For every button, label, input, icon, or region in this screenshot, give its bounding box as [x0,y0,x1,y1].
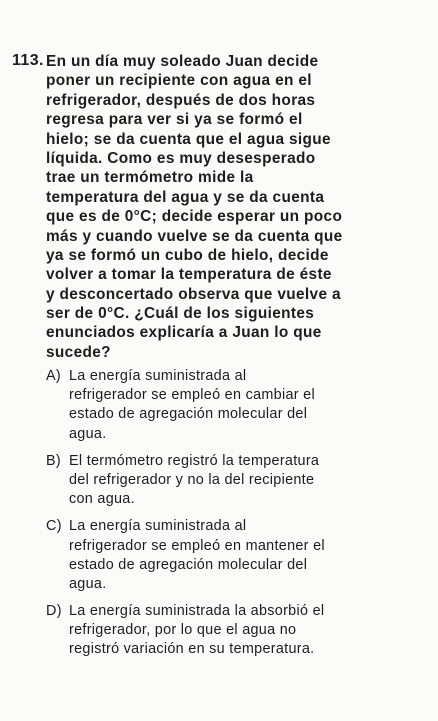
stem-line: refrigerador, después de dos horas [46,91,316,109]
option-line: agua. [69,425,107,442]
option-b[interactable] [46,452,434,510]
stem-line: ser de 0°C. ¿Cuál de los siguientes [46,305,315,323]
stem-line: enunciados explicaría a Juan lo que [46,324,322,342]
option-line: con agua. [69,491,135,508]
option-letter: C) [46,518,62,535]
stem-line: trae un termómetro mide la [46,169,254,187]
stem-line: hielo; se da cuenta que el agua sigue [46,130,331,148]
option-letter: B) [46,452,61,469]
option-c[interactable] [46,517,434,594]
option-text [46,367,434,444]
option-d[interactable] [46,602,434,660]
option-text [46,602,434,660]
stem-line: sucede? [46,343,111,361]
stem-line: regresa para ver si ya se formó el [46,111,303,129]
stem-line: líquida. Como es muy desesperado [46,149,316,167]
stem-line: ya se formó un cubo de hielo, decide [46,246,329,264]
option-text [46,452,434,510]
stem-line: volver a tomar la temperatura de éste [46,266,332,284]
option-line: refrigerador, por lo que el agua no [69,622,297,639]
option-letter: A) [46,368,61,384]
question-stem [46,52,434,362]
option-line: El termómetro registró la temperatura [69,452,320,469]
option-line: del refrigerador y no la del recipiente [69,471,315,488]
answer-options [46,367,434,668]
option-a[interactable] [46,367,434,444]
option-line: La energía suministrada la absorbió el [69,603,325,620]
option-line: refrigerador se empleó en cambiar el [69,387,315,404]
option-text [46,517,434,594]
option-line: refrigerador se empleó en mantener el [69,537,325,554]
option-line: La energía suministrada al [69,368,247,384]
question-number: 113. [12,52,44,69]
stem-line: y desconcertado observa que vuelve a [46,285,341,303]
stem-line: que es de 0°C; decide esperar un poco [46,208,343,226]
stem-line: poner un recipiente con agua en el [46,72,312,90]
stem-line: más y cuando vuelve se da cuenta que [46,227,343,245]
option-letter: D) [46,603,62,620]
option-line: estado de agregación molecular del [69,406,308,423]
option-line: registró variación en su temperatura. [69,641,315,658]
stem-line: temperatura del agua y se da cuenta [46,188,325,206]
option-line: agua. [69,575,107,592]
stem-line: En un día muy soleado Juan decide [46,53,319,70]
option-line: estado de agregación molecular del [69,556,308,573]
option-line: La energía suministrada al [69,518,247,535]
